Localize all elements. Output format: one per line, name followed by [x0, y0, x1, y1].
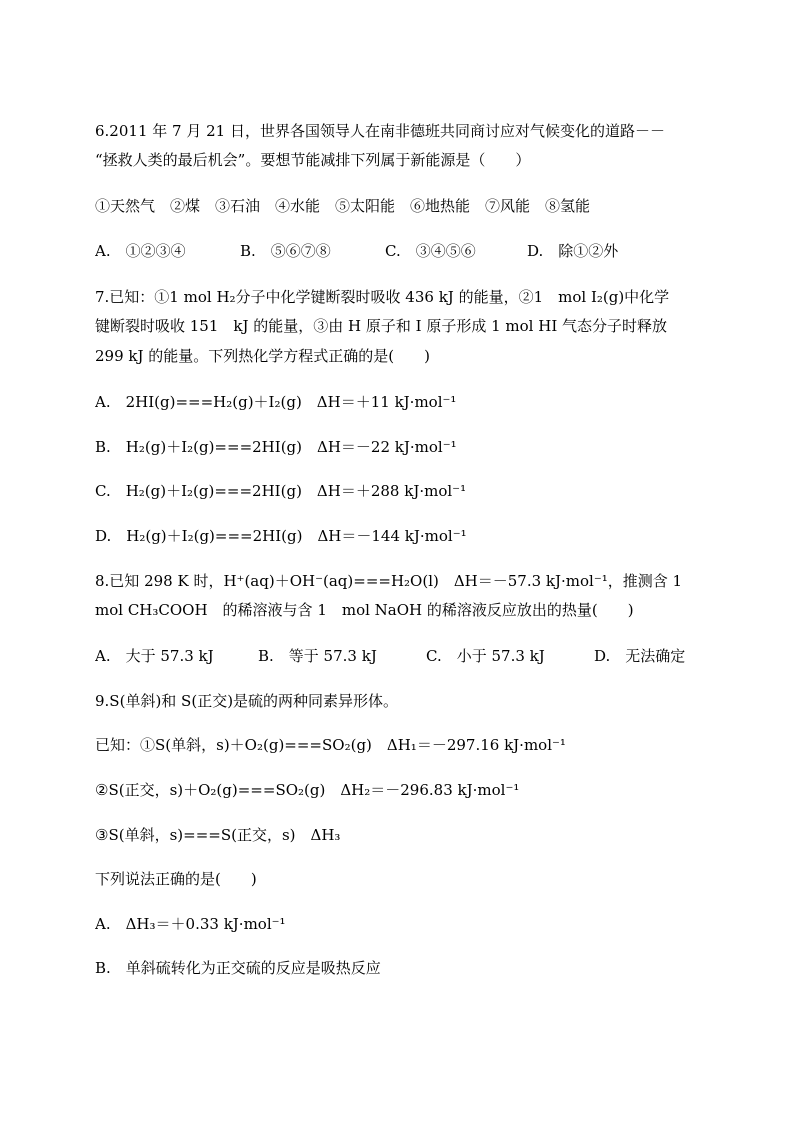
q7-option-d: D. H₂(g)＋I₂(g)===2HI(g) ΔH＝－144 kJ·mol⁻¹ [95, 527, 467, 545]
q9-given-1: 已知：①S(单斜，s)＋O₂(g)===SO₂(g) ΔH₁＝－297.16 kJ·mol⁻¹ [95, 736, 566, 754]
q7-option-a: A. 2HI(g)===H₂(g)＋I₂(g) ΔH＝＋11 kJ·mol⁻¹ [95, 393, 457, 411]
q9-given-3: ③S(单斜，s)===S(正交，s) ΔH₃ [95, 826, 341, 844]
q7-stem-line2: 键断裂时吸收 151 kJ 的能量，③由 H 原子和 I 原子形成 1 mol HI 气态分子时释放 [95, 317, 668, 335]
q7-stem-line1: 7.已知：①1 mol H₂分子中化学键断裂时吸收 436 kJ 的能量，②1 mol I₂(g)中化学 [95, 288, 670, 306]
q9-given-2: ②S(正交，s)＋O₂(g)===SO₂(g) ΔH₂＝－296.83 kJ·mol⁻¹ [95, 781, 520, 799]
q8-stem-line1: 8.已知 298 K 时，H⁺(aq)＋OH⁻(aq)===H₂O(l) ΔH＝－57.3 kJ·mol⁻¹，推测含 1 [95, 572, 683, 590]
q9-option-b: B. 单斜硫转化为正交硫的反应是吸热反应 [95, 959, 381, 977]
q7-stem-line3: 299 kJ 的能量。下列热化学方程式正确的是( ) [95, 347, 430, 365]
q8-option-c: C. 小于 57.3 kJ [426, 647, 545, 665]
q7-option-c: C. H₂(g)＋I₂(g)===2HI(g) ΔH＝＋288 kJ·mol⁻¹ [95, 482, 467, 500]
q8-option-b: B. 等于 57.3 kJ [258, 647, 377, 665]
q9-stem: 9.S(单斜)和 S(正交)是硫的两种同素异形体。 [95, 692, 399, 710]
q9-option-a: A. ΔH₃＝＋0.33 kJ·mol⁻¹ [95, 915, 286, 933]
q6-option-c: C. ③④⑤⑥ [385, 242, 476, 260]
q6-stem-line1: 6.2011 年 7 月 21 日，世界各国领导人在南非德班共同商讨应对气候变化的道路－－ [95, 122, 665, 140]
q7-option-b: B. H₂(g)＋I₂(g)===2HI(g) ΔH＝－22 kJ·mol⁻¹ [95, 438, 457, 456]
q6-items: ①天然气 ②煤 ③石油 ④水能 ⑤太阳能 ⑥地热能 ⑦风能 ⑧氢能 [95, 197, 591, 215]
q8-stem-line2: mol CH₃COOH 的稀溶液与含 1 mol NaOH 的稀溶液反应放出的热量( ) [95, 601, 634, 619]
q8-option-d: D. 无法确定 [594, 647, 686, 665]
q6-option-b: B. ⑤⑥⑦⑧ [240, 242, 331, 260]
q6-option-a: A. ①②③④ [95, 242, 186, 260]
q6-stem-line2: “拯救人类的最后机会”。要想节能减排下列属于新能源是（ ） [95, 151, 531, 169]
q9-prompt: 下列说法正确的是( ) [95, 870, 257, 888]
q6-option-d: D. 除①②外 [527, 242, 619, 260]
q8-option-a: A. 大于 57.3 kJ [95, 647, 214, 665]
